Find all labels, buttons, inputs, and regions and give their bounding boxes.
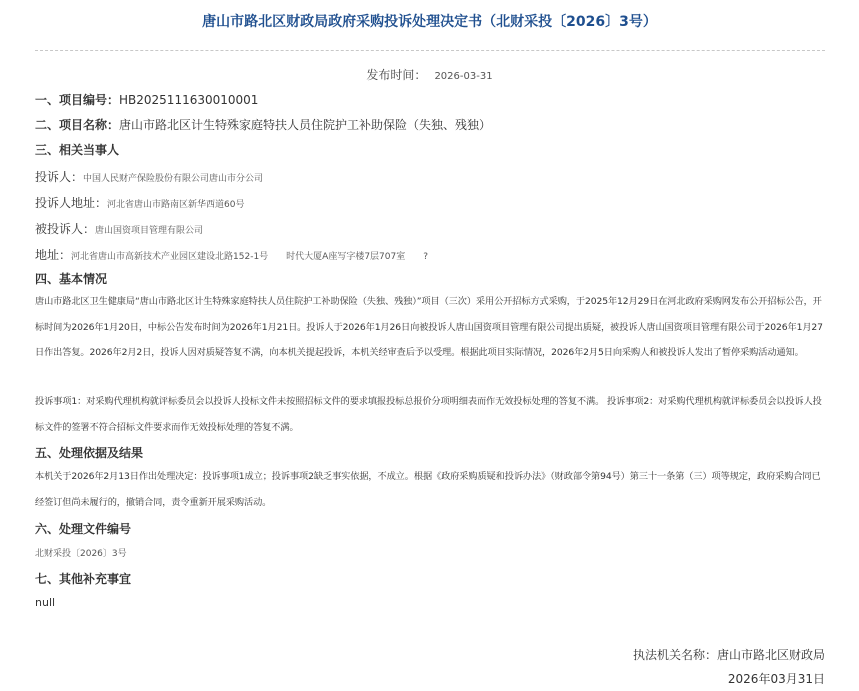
basis-heading: 五、处理依据及结果 — [35, 446, 144, 460]
respondent-row — [35, 218, 203, 237]
project-number-value: HB2025111630010001 — [119, 93, 259, 107]
project-name-value: 唐山市路北区计生特殊家庭特扶人员住院护工补助保险（失独、残独） — [119, 118, 492, 132]
agency-name: 唐山市路北区财政局 — [716, 648, 825, 662]
complainant-address-value: 河北省唐山市路南区新华西道60号 — [107, 200, 245, 210]
respondent-label: 被投诉人： — [35, 222, 96, 236]
project-number-heading: 一、项目编号： — [35, 93, 120, 107]
agency-label: 执法机关名称： — [632, 648, 717, 662]
project-name-heading: 二、项目名称： — [35, 118, 120, 132]
signature-date: 2026年03月31日 — [727, 672, 825, 686]
agency-signature — [633, 646, 825, 663]
publish-time — [0, 66, 859, 83]
complainant-address-row — [35, 192, 244, 211]
project-number-row — [35, 91, 258, 108]
basis-paragraph: 本机关于2026年2月13日作出处理决定：投诉事项1成立；投诉事项2缺乏事实依据，不成立。根据《政府采购质疑和投诉办法》（财政部令第94号）第三十一条第（三）项等规定，政府采购合同已经签订但尚未履行的，撤销合同，责令重新开展采购活动。 — [35, 471, 821, 508]
parties-heading: 三、相关当事人 — [35, 143, 120, 157]
other-value: null — [35, 596, 56, 609]
complainant-label: 投诉人： — [35, 170, 84, 184]
doc-number-value: 北财采投〔2026〕3号 — [35, 549, 127, 559]
publish-time-label: 发布时间： — [366, 68, 427, 82]
title-divider — [35, 50, 825, 51]
complainant-value: 中国人民财产保险股份有限公司唐山市分公司 — [83, 174, 264, 184]
other-heading: 七、其他补充事宜 — [35, 572, 132, 586]
publish-time-value: 2026-03-31 — [434, 71, 493, 82]
complainant-address-label: 投诉人地址： — [35, 196, 108, 210]
page-title: 唐山市路北区财政局政府采购投诉处理决定书（北财采投〔2026〕3号） — [202, 14, 657, 30]
complainant-row — [35, 166, 263, 185]
address-value: 河北省唐山市高新技术产业园区建设北路152-1号 时代大厦A座写字楼7层707室 ? — [71, 252, 429, 262]
basic-paragraph-2: 投诉事项1：对采购代理机构就评标委员会以投诉人投标文件未按照招标文件的要求填报投标总报价分项明细表而作无效投标处理的答复不满。 投诉事项2：对采购代理机构就评标委员会以投诉人投标文件的签署不符合招标文件要求而作无效投标处理的答复不满。 — [35, 396, 822, 433]
address-label: 地址： — [35, 248, 72, 262]
project-name-row — [35, 116, 491, 133]
address-row — [35, 244, 428, 263]
doc-number-heading: 六、处理文件编号 — [35, 522, 132, 536]
respondent-value: 唐山国资项目管理有限公司 — [95, 226, 204, 236]
basic-heading: 四、基本情况 — [35, 272, 108, 286]
basic-paragraph-1: 唐山市路北区卫生健康局“唐山市路北区计生特殊家庭特扶人员住院护工补助保险（失独、残独）”项目（三次）采用公开招标方式采购，于2025年12月29日在河北政府采购网发布公开招标公告，开标时间为2026年1月20日，中标公告发布时间为2026年1月21日。投诉人于2026年1月26日向被投诉人唐山国资项目管理有限公司提出质疑，被投诉人唐山国资项目管理有限公司于2026年1月27日作出答复。2026年2月2日，投诉人因对质疑答复不满，向本机关提起投诉，本机关经审查后予以受理。根据此项目实际情况，2026年2月5日向采购人和被投诉人发出了暂停采购活动通知。 — [35, 296, 823, 358]
